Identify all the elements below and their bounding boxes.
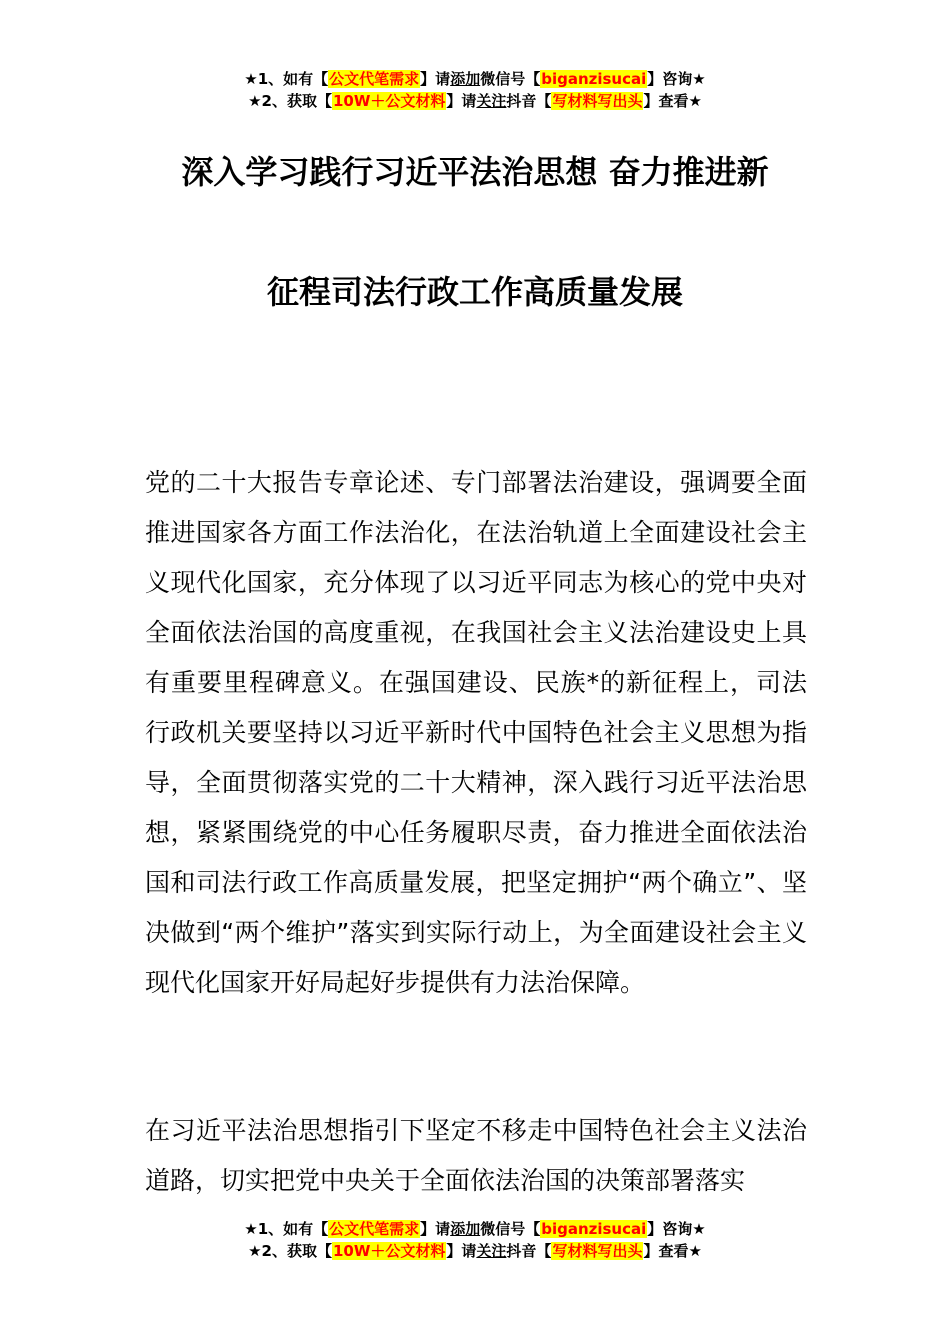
banner-text: ★1、如有【 (244, 1220, 329, 1238)
highlight-wechat-id: biganzisucai (541, 70, 647, 88)
highlight-douyin-account: 写材料写出头 (552, 92, 643, 110)
banner-line-1 (0, 1218, 950, 1240)
banner-text: 】咨询★ (647, 70, 706, 88)
banner-text: 】请 (420, 1220, 451, 1238)
banner-line-2 (0, 1240, 950, 1262)
highlight-materials: 10W＋公文材料 (332, 92, 446, 110)
banner-line-1 (0, 68, 950, 90)
banner-text: ★2、获取【 (248, 1242, 332, 1260)
header-banner (0, 68, 950, 112)
highlight-ghostwriting: 公文代笔需求 (329, 70, 420, 88)
banner-text: 】请 (446, 92, 477, 110)
banner-text: ★2、获取【 (248, 92, 332, 110)
banner-text: 抖音【 (506, 1242, 552, 1260)
highlight-wechat-id: biganzisucai (541, 1220, 647, 1238)
highlight-douyin-account: 写材料写出头 (552, 1242, 643, 1260)
banner-text: 抖音【 (506, 92, 552, 110)
banner-text: ★1、如有【 (244, 70, 329, 88)
banner-line-2 (0, 90, 950, 112)
document-title-line-1: 深入学习践行习近平法治思想 奋力推进新 (181, 153, 769, 191)
footer-banner (0, 1218, 950, 1262)
underlined-add: 添加 (450, 1220, 481, 1238)
highlight-materials: 10W＋公文材料 (332, 1242, 446, 1260)
banner-text: 】查看★ (643, 1242, 702, 1260)
banner-text: 】请 (446, 1242, 477, 1260)
banner-text: 】查看★ (643, 92, 702, 110)
banner-text: 微信号【 (480, 70, 541, 88)
underlined-follow: 关注 (476, 1242, 507, 1260)
highlight-ghostwriting: 公文代笔需求 (329, 1220, 420, 1238)
body-paragraph-1: 党的二十大报告专章论述、专门部署法治建设，强调要全面推进国家各方面工作法治化，在法治轨道上全面建设社会主义现代化国家，充分体现了以习近平同志为核心的党中央对全面依法治国的高度重视，在我国社会主义法治建设史上具有重要里程碑意义。在强国建设、民族*的新征程上，司法行政机关要坚持以习近平新时代中国特色社会主义思想为指导，全面贯彻落实党的二十大精神，深入践行习近平法治思想，紧紧围绕党的中心任务履职尽责，奋力推进全面依法治国和司法行政工作高质量发展，把坚定拥护“两个确立”、坚决做到“两个维护”落实到实际行动上，为全面建设社会主义现代化国家开好局起好步提供有力法治保障。 (145, 468, 807, 997)
banner-text: 微信号【 (480, 1220, 541, 1238)
banner-text: 】咨询★ (647, 1220, 706, 1238)
body-paragraph-2: 在习近平法治思想指引下坚定不移走中国特色社会主义法治道路，切实把党中央关于全面依法治国的决策部署落实 (145, 1116, 807, 1195)
underlined-add: 添加 (450, 70, 481, 88)
underlined-follow: 关注 (476, 92, 507, 110)
document-title-line-2: 征程司法行政工作高质量发展 (266, 273, 683, 311)
banner-text: 】请 (420, 70, 451, 88)
